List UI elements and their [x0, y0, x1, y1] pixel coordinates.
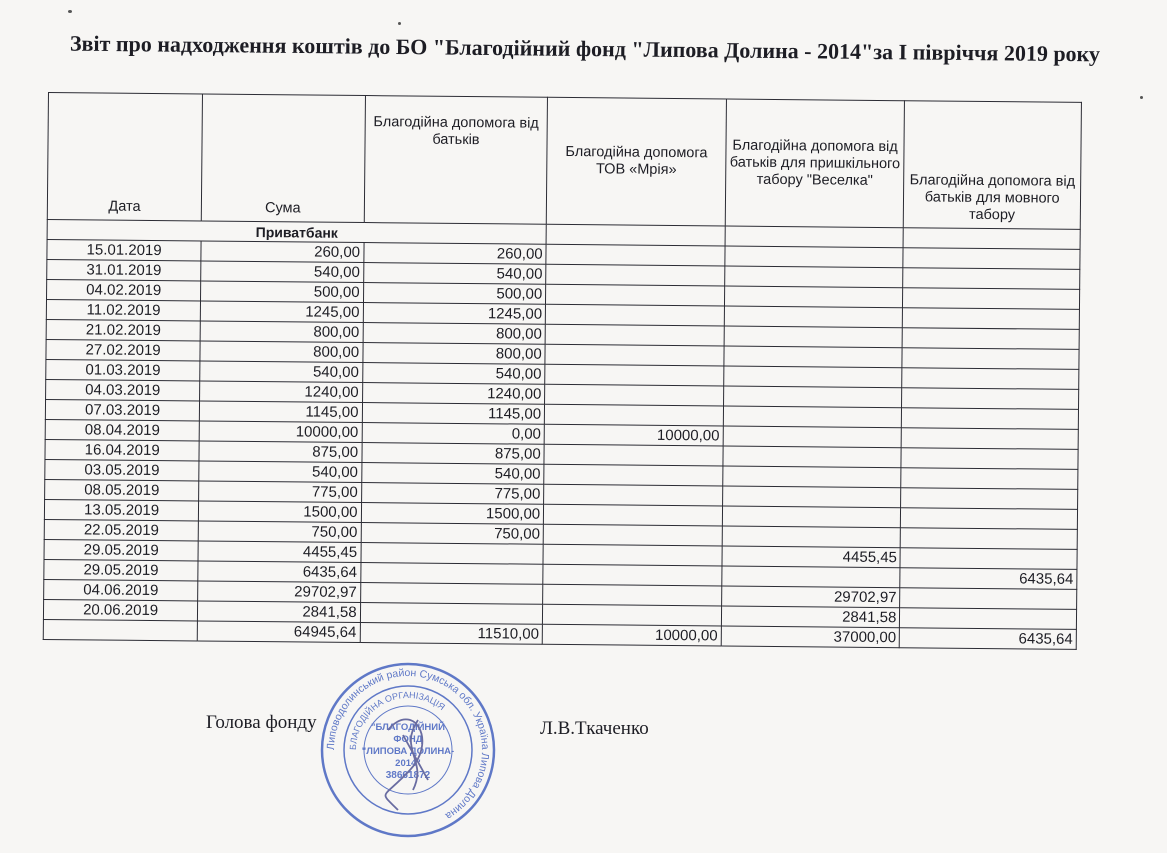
- cell-camp-vesolka: [723, 426, 902, 448]
- cell-tov: 10000,00: [542, 624, 721, 646]
- cell-sum: 540,00: [201, 261, 364, 283]
- cell-sum: 10000,00: [199, 421, 362, 443]
- cell-language-camp: [901, 468, 1078, 490]
- cell-camp-vesolka: [722, 506, 901, 528]
- cell-sum: 64945,64: [197, 621, 360, 643]
- cell-tov: [543, 604, 722, 626]
- cell-date: 21.02.2019: [46, 319, 200, 340]
- cell-parents: 1240,00: [362, 383, 545, 405]
- cell-language-camp: [902, 388, 1079, 410]
- cell-sum: 800,00: [200, 341, 363, 363]
- cell-tov: [544, 444, 723, 466]
- empty-cell: [725, 226, 904, 248]
- column-header-camp-vesolka: Благодійна допомога від батьків для пришкільного табору "Веселка": [725, 99, 905, 228]
- cell-camp-vesolka: 4455,45: [722, 546, 901, 568]
- cell-sum: 4455,45: [198, 541, 361, 563]
- cell-sum: 260,00: [201, 241, 364, 263]
- stamp-center-line: "БЛАГОДІЙНИЙ: [371, 722, 445, 733]
- cell-parents: 540,00: [361, 463, 544, 485]
- cell-parents: 1145,00: [362, 403, 545, 425]
- cell-parents: 800,00: [362, 343, 545, 365]
- stamp-outer-text: Липоводолинський район Сумська обл. Україна Липова Долина: [324, 666, 492, 822]
- cell-camp-vesolka: [723, 406, 902, 428]
- cell-camp-vesolka: [723, 466, 902, 488]
- cell-camp-vesolka: [724, 286, 903, 308]
- cell-camp-vesolka: [724, 366, 903, 388]
- stamp-center-lines: [362, 721, 454, 781]
- cell-date: 04.06.2019: [44, 579, 198, 600]
- cell-tov: [543, 524, 722, 546]
- cell-language-camp: [901, 428, 1078, 450]
- scan-speck: [1140, 96, 1143, 99]
- cell-language-camp: [903, 268, 1080, 290]
- cell-date: 04.03.2019: [46, 379, 200, 400]
- stamp-center-line: 2014": [395, 758, 421, 769]
- cell-camp-vesolka: 2841,58: [721, 606, 900, 628]
- cell-tov: [543, 584, 722, 606]
- cell-date: 22.05.2019: [44, 519, 198, 540]
- cell-tov: 10000,00: [544, 424, 723, 446]
- cell-date: 01.03.2019: [46, 359, 200, 380]
- cell-parents: 775,00: [361, 483, 544, 505]
- stamp-center-line: 38661872: [385, 770, 431, 781]
- cell-parents: 0,00: [362, 423, 545, 445]
- cell-language-camp: [903, 248, 1080, 270]
- cell-date: 15.01.2019: [47, 239, 201, 260]
- cell-tov: [543, 564, 722, 586]
- cell-camp-vesolka: [722, 486, 901, 508]
- cell-date: 08.04.2019: [45, 419, 199, 440]
- bank-name: Приватбанк: [47, 219, 546, 244]
- cell-camp-vesolka: [722, 526, 901, 548]
- cell-camp-vesolka: 37000,00: [721, 626, 900, 648]
- cell-language-camp: [900, 608, 1077, 630]
- cell-parents: 11510,00: [360, 623, 543, 645]
- cell-sum: 540,00: [200, 361, 363, 383]
- cell-tov: [546, 284, 725, 306]
- cell-camp-vesolka: [724, 346, 903, 368]
- cell-camp-vesolka: [723, 446, 902, 468]
- cell-language-camp: [902, 408, 1079, 430]
- column-header-sum: Сума: [202, 94, 366, 223]
- cell-tov: [545, 384, 724, 406]
- cell-tov: [544, 464, 723, 486]
- stamp-center-line: ФОНД: [393, 734, 423, 745]
- column-header-language-camp: Благодійна допомога від батьків для мовного табору: [904, 101, 1082, 230]
- cell-sum: 775,00: [199, 481, 362, 503]
- cell-date: 03.05.2019: [45, 459, 199, 480]
- cell-tov: [545, 344, 724, 366]
- cell-sum: 500,00: [201, 281, 364, 303]
- cell-language-camp: 6435,64: [900, 568, 1077, 590]
- organization-stamp: [318, 660, 498, 840]
- table-header-row: [47, 93, 1081, 230]
- cell-sum: 1500,00: [199, 501, 362, 523]
- cell-parents: 750,00: [361, 523, 544, 545]
- cell-language-camp: [900, 548, 1077, 570]
- cell-camp-vesolka: 29702,97: [721, 586, 900, 608]
- cell-sum: 540,00: [199, 461, 362, 483]
- cell-sum: 750,00: [198, 521, 361, 543]
- cell-tov: [546, 304, 725, 326]
- cell-language-camp: [902, 348, 1079, 370]
- column-header-tov: Благодійна допомога ТОВ «Мрія»: [546, 97, 726, 226]
- cell-parents: 260,00: [363, 243, 546, 265]
- cell-tov: [546, 264, 725, 286]
- cell-camp-vesolka: [724, 306, 903, 328]
- cell-language-camp: [903, 308, 1080, 330]
- cell-tov: [545, 324, 724, 346]
- cell-tov: [544, 504, 723, 526]
- cell-parents: 800,00: [363, 323, 546, 345]
- cell-parents: [360, 563, 543, 585]
- stamp-inner-text: БЛАГОДІЙНА ОРГАНІЗАЦІЯ: [347, 689, 447, 751]
- cell-language-camp: [903, 288, 1080, 310]
- column-header-parents: Благодійна допомога від батьків: [364, 96, 548, 225]
- cell-camp-vesolka: [724, 326, 903, 348]
- cell-date: 13.05.2019: [44, 499, 198, 520]
- cell-language-camp: [901, 488, 1078, 510]
- cell-camp-vesolka: [722, 566, 901, 588]
- cell-parents: [361, 543, 544, 565]
- cell-camp-vesolka: [724, 266, 903, 288]
- cell-date: 29.05.2019: [44, 559, 198, 580]
- cell-sum: 1245,00: [201, 301, 364, 323]
- cell-parents: [360, 603, 543, 625]
- cell-date: 08.05.2019: [45, 479, 199, 500]
- cell-sum: 2841,58: [198, 601, 361, 623]
- scan-speck: [398, 22, 401, 25]
- cell-parents: [360, 583, 543, 605]
- cell-tov: [545, 404, 724, 426]
- cell-parents: 540,00: [363, 263, 546, 285]
- cell-date: 11.02.2019: [46, 299, 200, 320]
- signature-title: Голова фонду: [206, 712, 317, 733]
- signature-name: Л.В.Ткаченко: [540, 718, 649, 739]
- handwritten-signature: [386, 719, 429, 810]
- cell-parents: 500,00: [363, 283, 546, 305]
- cell-date: 29.05.2019: [44, 539, 198, 560]
- cell-date: [43, 619, 197, 640]
- cell-tov: [545, 364, 724, 386]
- cell-language-camp: [902, 368, 1079, 390]
- cell-language-camp: [901, 528, 1078, 550]
- cell-camp-vesolka: [725, 246, 904, 268]
- cell-tov: [543, 544, 722, 566]
- cell-language-camp: [900, 588, 1077, 610]
- scan-speck: [68, 10, 72, 13]
- cell-sum: 6435,64: [198, 561, 361, 583]
- column-header-date: Дата: [47, 93, 202, 221]
- cell-tov: [544, 484, 723, 506]
- stamp-center-line: "ЛИПОВА ДОЛИНА-: [361, 746, 455, 757]
- empty-cell: [903, 228, 1080, 250]
- cell-parents: 1500,00: [361, 503, 544, 525]
- cell-date: 27.02.2019: [46, 339, 200, 360]
- cell-sum: 800,00: [200, 321, 363, 343]
- cell-language-camp: [901, 508, 1078, 530]
- cell-date: 20.06.2019: [43, 599, 197, 620]
- cell-camp-vesolka: [723, 386, 902, 408]
- cell-parents: 1245,00: [363, 303, 546, 325]
- cell-sum: 1145,00: [200, 401, 363, 423]
- cell-sum: 1240,00: [200, 381, 363, 403]
- cell-date: 16.04.2019: [45, 439, 199, 460]
- cell-language-camp: [901, 448, 1078, 470]
- cell-date: 07.03.2019: [45, 399, 199, 420]
- cell-language-camp: [902, 328, 1079, 350]
- cell-language-camp: 6435,64: [900, 628, 1077, 650]
- income-report-table: [43, 92, 1082, 650]
- cell-date: 31.01.2019: [47, 259, 201, 280]
- cell-sum: 875,00: [199, 441, 362, 463]
- cell-parents: 540,00: [362, 363, 545, 385]
- cell-tov: [546, 244, 725, 266]
- cell-date: 04.02.2019: [47, 279, 201, 300]
- cell-sum: 29702,97: [198, 581, 361, 603]
- empty-cell: [546, 224, 725, 246]
- cell-parents: 875,00: [362, 443, 545, 465]
- document-title: Звіт про надходження коштів до БО "Благодійний фонд "Липова Долина - 2014"за І півріччя 2019 року: [69, 30, 1101, 67]
